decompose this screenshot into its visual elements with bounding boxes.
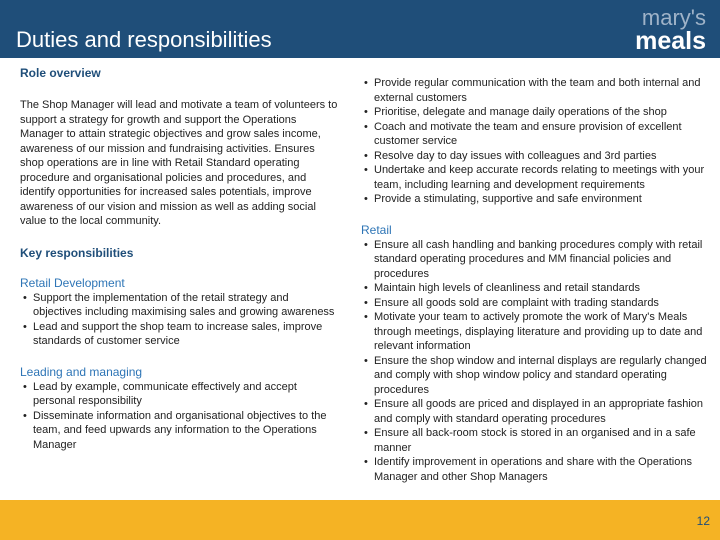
retail-heading: Retail bbox=[361, 222, 392, 237]
page-title: Duties and responsibilities bbox=[16, 27, 272, 52]
list-item: • Provide a stimulating, supportive and safe environment bbox=[361, 192, 711, 207]
list-item: • Identify improvement in operations and share with the Operations Manager and other Shop Managers bbox=[361, 455, 711, 484]
list-item: • Resolve day to day issues with colleagues and 3rd parties bbox=[361, 149, 711, 164]
retail-list bbox=[361, 238, 711, 485]
left-column bbox=[20, 66, 340, 452]
list-item: • Ensure all goods are priced and displayed in an appropriate fashion and comply with standard operating procedures bbox=[361, 397, 711, 426]
list-item: • Undertake and keep accurate records relating to meetings with your team, including learning and development requirements bbox=[361, 163, 711, 192]
logo-text-bottom: meals bbox=[635, 27, 706, 54]
list-item: • Prioritise, delegate and manage daily operations of the shop bbox=[361, 105, 711, 120]
list-item: • Support the implementation of the retail strategy and objectives including maximising sales and growing awareness bbox=[20, 291, 340, 320]
list-item: • Lead and support the shop team to increase sales, improve standards of customer service bbox=[20, 320, 340, 349]
logo-text-top: mary's bbox=[641, 5, 706, 30]
list-item: • Ensure the shop window and internal displays are regularly changed and comply with shop window policy and standard operating procedures bbox=[361, 354, 711, 398]
key-responsibilities-heading: Key responsibilities bbox=[20, 245, 134, 260]
header-bar bbox=[0, 0, 720, 58]
footer-bar bbox=[0, 500, 720, 540]
role-overview-heading: Role overview bbox=[20, 66, 101, 80]
list-item: • Maintain high levels of cleanliness and retail standards bbox=[361, 281, 711, 296]
list-item: • Lead by example, communicate effectively and accept personal responsibility bbox=[20, 380, 340, 409]
list-item: • Provide regular communication with the team and both internal and external customers bbox=[361, 76, 711, 105]
list-item: • Motivate your team to actively promote the work of Mary's Meals through meetings, displaying literature and providing up to date and relevant information bbox=[361, 310, 711, 354]
leading-managing-list bbox=[20, 380, 340, 453]
list-item: • Ensure all cash handling and banking procedures comply with retail standard operating procedures and MM financial policies and procedures bbox=[361, 238, 711, 282]
leading-managing-list-continued bbox=[361, 76, 711, 207]
page-number: 12 bbox=[696, 514, 710, 528]
role-overview-text: The Shop Manager will lead and motivate a team of volunteers to support a strategy for growth and support the Operations Manager to attain strategic objectives and grow sales income, awareness of our mission and fundraising activities. Ensures shop operations are in line with Retail Standard operating procedure and organisational policies and procedures, and identify opportunities for increased sales potentials, improve awareness of our vision and mission as well as adding social value to the local community. bbox=[20, 99, 338, 227]
leading-managing-heading: Leading and managing bbox=[20, 364, 143, 379]
list-item: • Disseminate information and organisational objectives to the team, and feed upwards any information to the Operations Manager bbox=[20, 409, 340, 453]
list-item: • Ensure all back-room stock is stored in an organised and in a safe manner bbox=[361, 426, 711, 455]
list-item: • Ensure all goods sold are complaint with trading standards bbox=[361, 296, 711, 311]
retail-development-list bbox=[20, 291, 340, 349]
list-item: • Coach and motivate the team and ensure provision of excellent customer service bbox=[361, 120, 711, 149]
marys-meals-logo bbox=[610, 4, 710, 54]
retail-development-heading: Retail Development bbox=[20, 275, 125, 290]
right-column bbox=[361, 76, 711, 484]
